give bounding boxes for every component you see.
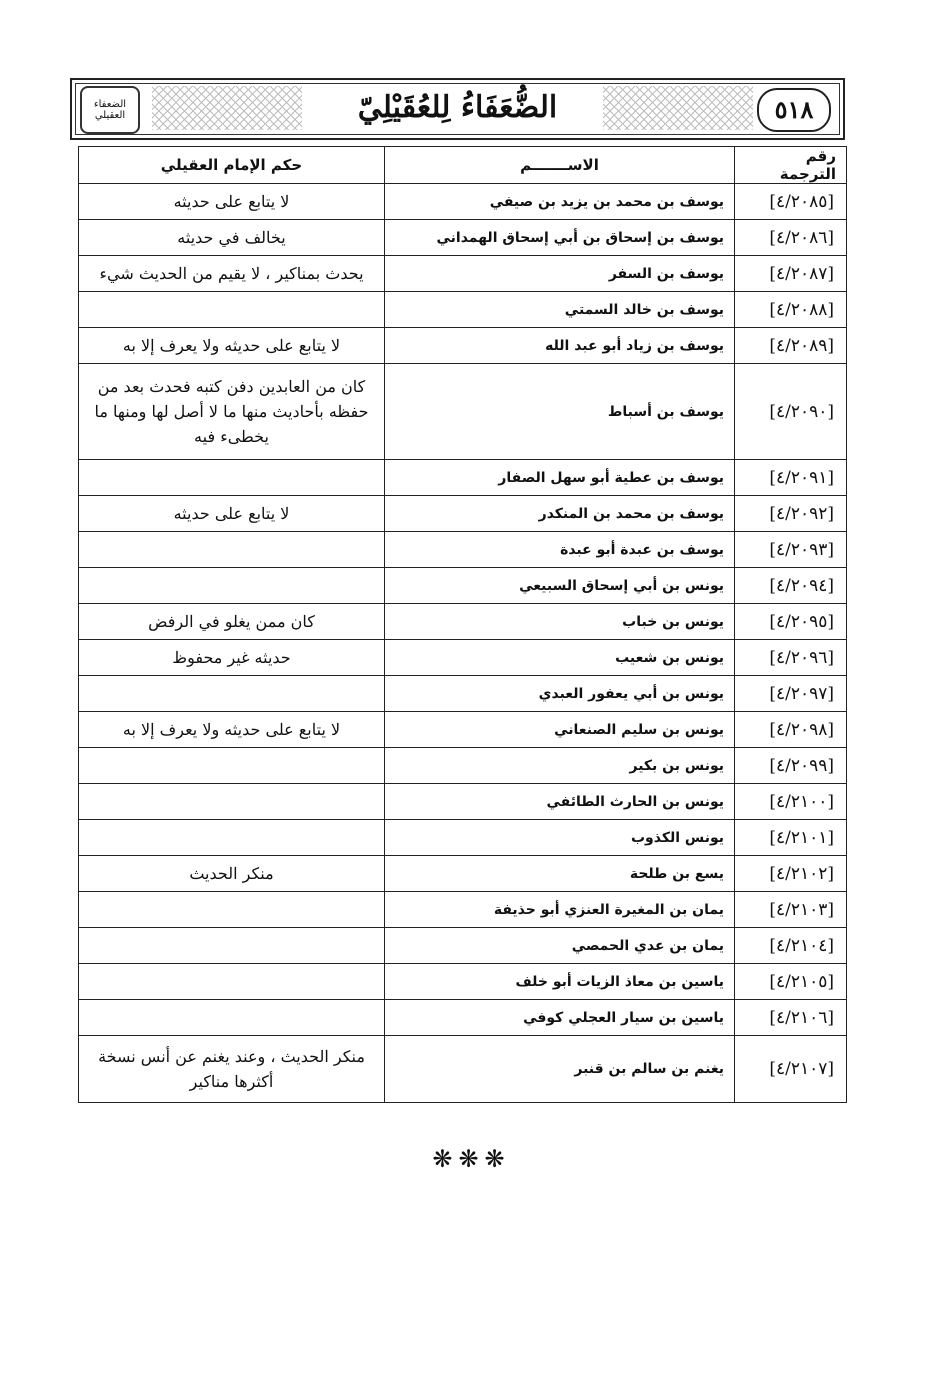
ruling-text: منكر الحديث ، وعند يغنم عن أنس نسخة أكثرها مناكير: [79, 1036, 385, 1103]
table-row: [79, 184, 847, 220]
narrator-name: يمان بن المغيرة العنزي أبو حذيفة: [385, 892, 735, 928]
table-row: [79, 820, 847, 856]
page-header: [70, 78, 845, 140]
entry-number: [٤/٢٠٩٤]: [735, 568, 847, 604]
narrator-name: يونس بن الحارث الطائفي: [385, 784, 735, 820]
ruling-text: [79, 568, 385, 604]
narrator-name: يوسف بن السفر: [385, 256, 735, 292]
narrator-name: ياسين بن سيار العجلي كوفي: [385, 1000, 735, 1036]
table-row: [79, 328, 847, 364]
ruling-text: منكر الحديث: [79, 856, 385, 892]
narrator-name: يوسف بن إسحاق بن أبي إسحاق الهمداني: [385, 220, 735, 256]
entry-number: [٤/٢١٠٦]: [735, 1000, 847, 1036]
table-row: [79, 964, 847, 1000]
table-row: [79, 220, 847, 256]
table-row: [79, 604, 847, 640]
narrator-name: يوسف بن زياد أبو عبد الله: [385, 328, 735, 364]
entry-number: [٤/٢٠٩٧]: [735, 676, 847, 712]
entry-number: [٤/٢٠٩٦]: [735, 640, 847, 676]
entry-number: [٤/٢١٠٢]: [735, 856, 847, 892]
column-header-number: رقم الترجمة: [735, 147, 847, 184]
table-row: [79, 640, 847, 676]
narrator-name: ياسين بن معاذ الزيات أبو خلف: [385, 964, 735, 1000]
table-row: [79, 748, 847, 784]
entry-number: [٤/٢١٠٤]: [735, 928, 847, 964]
table-row: [79, 364, 847, 460]
narrator-name: يسع بن طلحة: [385, 856, 735, 892]
book-title: الضُّعَفَاءُ لِلعُقَيْلِيّ: [357, 90, 558, 125]
narrator-name: يونس بن أبي يعفور العبدي: [385, 676, 735, 712]
entry-number: [٤/٢١٠٠]: [735, 784, 847, 820]
narrator-name: يونس بن أبي إسحاق السبيعي: [385, 568, 735, 604]
ruling-text: كان من العابدين دفن كتبه فحدث بعد من حفظه بأحاديث منها ما لا أصل لها ومنها ما يخطىء فيه: [79, 364, 385, 460]
table-row: [79, 928, 847, 964]
ruling-text: [79, 292, 385, 328]
page-number: ٥١٨: [757, 88, 831, 132]
ruling-text: لا يتابع على حديثه ولا يعرف إلا به: [79, 712, 385, 748]
ruling-text: [79, 784, 385, 820]
column-header-name: الاســـــــم: [385, 147, 735, 184]
entry-number: [٤/٢٠٩٨]: [735, 712, 847, 748]
ruling-text: لا يتابع على حديثه: [79, 496, 385, 532]
narrator-name: يوسف بن محمد بن المنكدر: [385, 496, 735, 532]
narrator-name: يونس بن خباب: [385, 604, 735, 640]
ruling-text: [79, 892, 385, 928]
table-row: [79, 292, 847, 328]
table-row: [79, 784, 847, 820]
table-row: [79, 256, 847, 292]
table-row: [79, 1036, 847, 1103]
table-row: [79, 460, 847, 496]
narrator-name: يوسف بن عطية أبو سهل الصفار: [385, 460, 735, 496]
entry-number: [٤/٢١٠٥]: [735, 964, 847, 1000]
entry-number: [٤/٢٠٩٩]: [735, 748, 847, 784]
table-body: [79, 184, 847, 1103]
ruling-text: [79, 532, 385, 568]
entry-number: [٤/٢٠٩١]: [735, 460, 847, 496]
narrator-name: يوسف بن عبدة أبو عبدة: [385, 532, 735, 568]
entry-number: [٤/٢٠٨٩]: [735, 328, 847, 364]
ruling-text: كان ممن يغلو في الرفض: [79, 604, 385, 640]
entry-number: [٤/٢١٠٧]: [735, 1036, 847, 1103]
ruling-text: حديثه غير محفوظ: [79, 640, 385, 676]
narrator-name: يوسف بن أسباط: [385, 364, 735, 460]
ruling-text: لا يتابع على حديثه ولا يعرف إلا به: [79, 328, 385, 364]
ruling-text: [79, 1000, 385, 1036]
entry-number: [٤/٢٠٨٦]: [735, 220, 847, 256]
ruling-text: [79, 820, 385, 856]
ruling-text: لا يتابع على حديثه: [79, 184, 385, 220]
narrator-name: يونس بن بكير: [385, 748, 735, 784]
narrator-name: يوسف بن خالد السمتي: [385, 292, 735, 328]
table-row: [79, 712, 847, 748]
entry-number: [٤/٢٠٨٧]: [735, 256, 847, 292]
table-row: [79, 856, 847, 892]
entry-number: [٤/٢١٠٣]: [735, 892, 847, 928]
table-row: [79, 1000, 847, 1036]
ruling-text: يحدث بمناكير ، لا يقيم من الحديث شيء: [79, 256, 385, 292]
entry-number: [٤/٢٠٩٠]: [735, 364, 847, 460]
table-header-row: [79, 147, 847, 184]
narrator-name: يغنم بن سالم بن قنبر: [385, 1036, 735, 1103]
narrator-name: يونس الكذوب: [385, 820, 735, 856]
table-row: [79, 568, 847, 604]
column-header-ruling: حكم الإمام العقيلي: [79, 147, 385, 184]
table-row: [79, 892, 847, 928]
entry-number: [٤/٢٠٩٢]: [735, 496, 847, 532]
ruling-text: [79, 460, 385, 496]
narrator-name: يوسف بن محمد بن يزيد بن صيفي: [385, 184, 735, 220]
table-row: [79, 676, 847, 712]
narrators-table: [78, 146, 847, 1103]
ruling-text: [79, 964, 385, 1000]
ruling-text: [79, 748, 385, 784]
narrator-name: يمان بن عدي الحمصي: [385, 928, 735, 964]
narrator-name: يونس بن سليم الصنعاني: [385, 712, 735, 748]
entry-number: [٤/٢٠٩٣]: [735, 532, 847, 568]
ruling-text: [79, 676, 385, 712]
narrator-name: يونس بن شعيب: [385, 640, 735, 676]
seal-text: الضعفاء العقيلي: [93, 99, 127, 121]
table-row: [79, 532, 847, 568]
table-row: [79, 496, 847, 532]
ruling-text: [79, 928, 385, 964]
entry-number: [٤/٢٠٨٥]: [735, 184, 847, 220]
entry-number: [٤/٢٠٩٥]: [735, 604, 847, 640]
entry-number: [٤/٢٠٨٨]: [735, 292, 847, 328]
entry-number: [٤/٢١٠١]: [735, 820, 847, 856]
section-end-stars: ❋❋❋: [432, 1145, 511, 1173]
ruling-text: يخالف في حديثه: [79, 220, 385, 256]
